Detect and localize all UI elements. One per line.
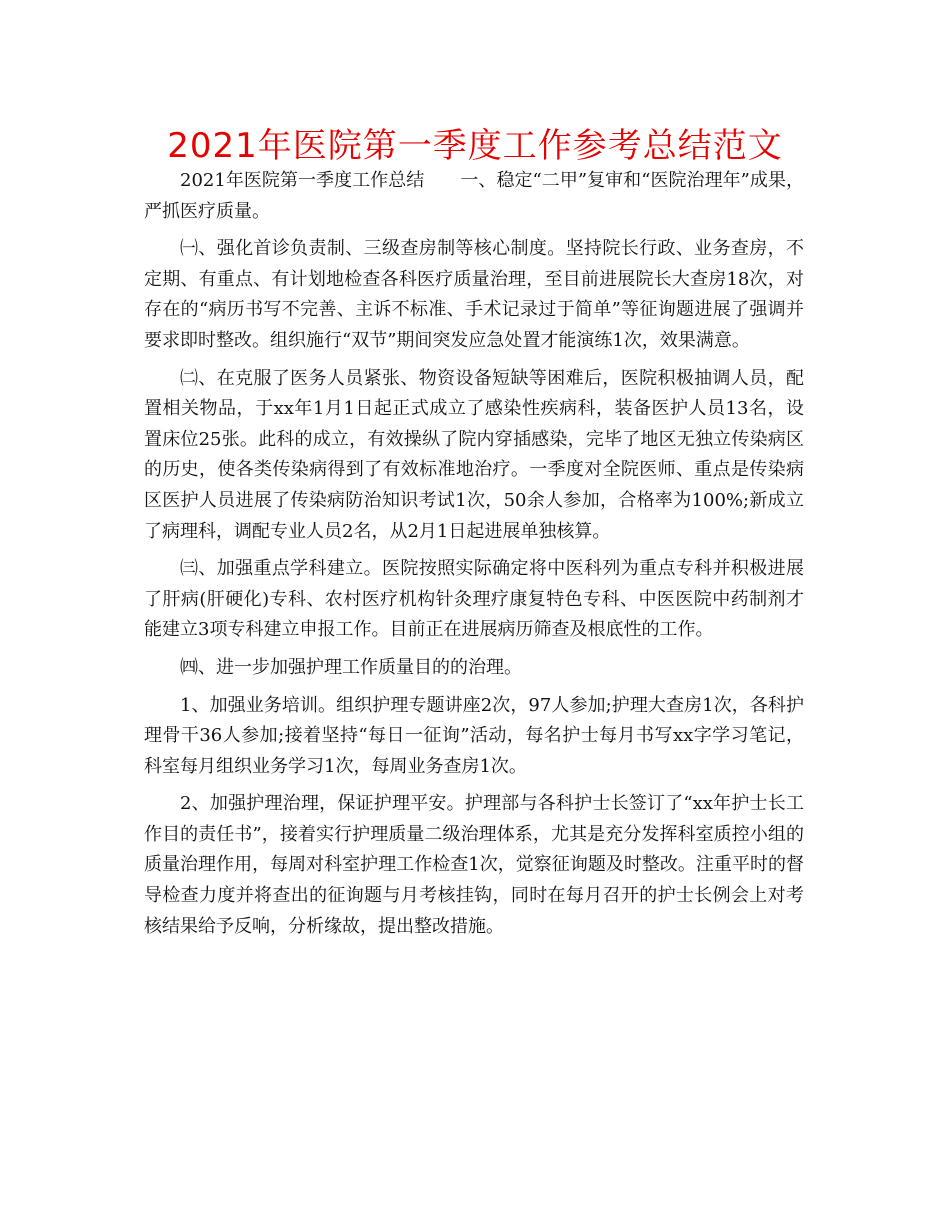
paragraph-item-1: 1、加强业务培训。组织护理专题讲座2次，97人参加;护理大查房1次，各科护理骨干36人参加;接着坚持“每日一征询”活动，每名护士每月书写xx字学习笔记，科室每月组织业务学习1次，每周业务查房1次。 — [144, 694, 804, 777]
document-body — [144, 166, 804, 949]
paragraph-section-2: ㈡、在克服了医务人员紧张、物资设备短缺等困难后，医院积极抽调人员，配置相关物品，于xx年1月1日起正式成立了感染性疾病科，装备医护人员13名，设置床位25张。此科的成立，有效操纵了院内穿插感染，完毕了地区无独立传染病区的历史，使各类传染病得到了有效标准地治疗。一季度对全院医师、重点是传染病区医护人员进展了传染病防治知识考试1次，50余人参加，合格率为100%;新成立了病理科，调配专业人员2名，从2月1日起进展单独核算。 — [144, 367, 804, 542]
paragraph-section-3: ㈢、加强重点学科建立。医院按照实际确定将中医科列为重点专科并积极进展了肝病(肝硬化)专科、农村医疗机构针灸理疗康复特色专科、中医医院中药制剂才能建立3项专科建立申报工作。目前正在进展病历筛查及根底性的工作。 — [144, 558, 804, 641]
document-title: 2021年医院第一季度工作参考总结范文 — [167, 126, 783, 166]
paragraph-section-1: ㈠、强化首诊负责制、三级查房制等核心制度。坚持院长行政、业务查房，不定期、有重点、有计划地检查各科医疗质量治理，至目前进展院长大查房18次，对存在的“病历书写不完善、主诉不标准、手术记录过于简单”等征询题进展了强调并要求即时整改。组织施行“双节”期间突发应急处置才能演练1次，效果满意。 — [144, 238, 804, 351]
paragraph-section-4: ㈣、进一步加强护理工作质量目的的治理。 — [180, 656, 522, 678]
paragraph-item-2: 2、加强护理治理，保证护理平安。护理部与各科护士长签订了“xx年护士长工作目的责任书”，接着实行护理质量二级治理体系，尤其是充分发挥科室质控小组的质量治理作用，每周对科室护理工作检查1次，觉察征询题及时整改。注重平时的督导检查力度并将查出的征询题与月考核挂钩，同时在每月召开的护士长例会上对考核结果给予反响，分析缘故，提出整改措施。 — [144, 793, 804, 937]
paragraph-intro: 2021年医院第一季度工作总结 一、稳定“二甲”复审和“医院治理年”成果，严抓医疗质量。 — [144, 170, 804, 222]
